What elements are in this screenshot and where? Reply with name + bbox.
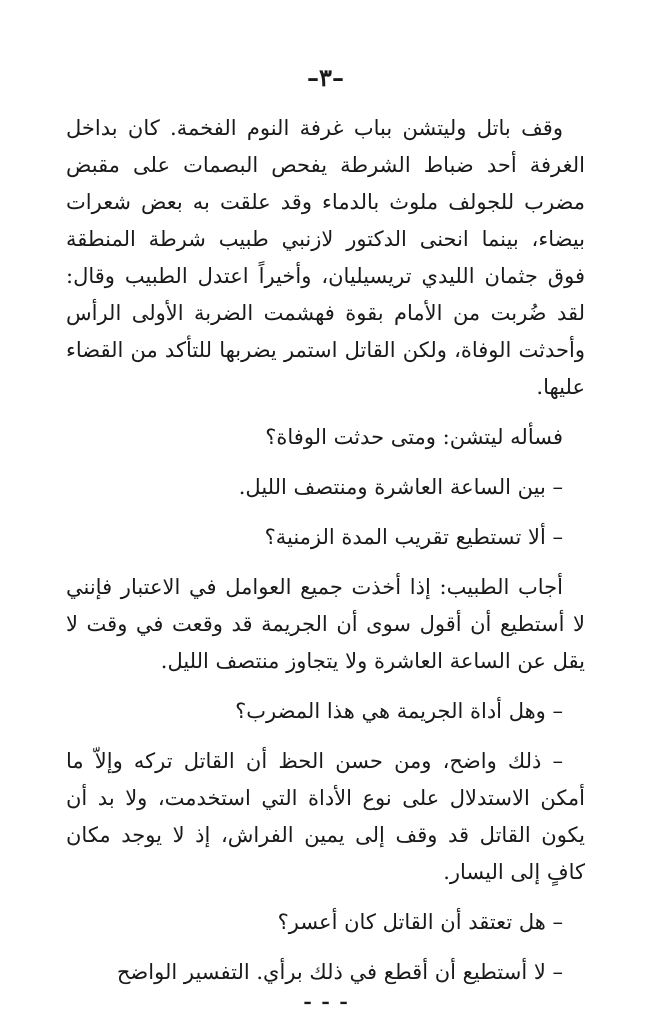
paragraph-9: – لا أستطيع أن أقطع في ذلك برأي. التفسير الواضح: [116, 960, 563, 984]
paragraph-8: – هل تعتقد أن القاتل كان أعسر؟: [277, 910, 563, 934]
paragraph-1: وقف باتل وليتشن بباب غرفة النوم الفخمة. كان بداخل الغرفة أحد ضباط الشرطة يفحص البصمات على مقبض مضرب للجولف ملوث بالدماء وقد علقت به بعض شعرات بيضاء، بينما انحنى الدكتور لازنبي طبيب شرطة المنطقة فوق جثمان الليدي تريسيليان، وأخيراً اعتدل الطبيب وقال: لقد ضُربت من الأمام بقوة فهشمت الضربة الأولى الرأس وأحدثت الوفاة، ولكن القاتل استمر يضربها للتأكد من القضاء عليها.: [66, 116, 585, 399]
paragraph-7: – ذلك واضح، ومن حسن الحظ أن القاتل تركه وإلاّ ما أمكن الاستدلال على نوع الأداة التي استخدمت، ولا بد أن يكون القاتل قد وقف إلى يمين الفراش، إذ لا يوجد مكان كافٍ إلى اليسار.: [66, 749, 585, 884]
page-cut-edge: ⁃ ⁃ ⁃: [302, 992, 349, 1012]
page-number: –٣–: [307, 63, 344, 92]
paragraph-3: – بين الساعة العاشرة ومنتصف الليل.: [238, 475, 563, 499]
paragraph-4: – ألا تستطيع تقريب المدة الزمنية؟: [264, 525, 563, 549]
paragraph-2: فسأله ليتشن: ومتى حدثت الوفاة؟: [265, 425, 563, 449]
paragraph-5: أجاب الطبيب: إذا أخذت جميع العوامل في الاعتبار فإنني لا أستطيع أن أقول سوى أن الجريمة قد وقعت في وقت لا يقل عن الساعة العاشرة ولا يتجاوز منتصف الليل.: [66, 575, 585, 673]
paragraph-6: – وهل أداة الجريمة هي هذا المضرب؟: [235, 699, 563, 723]
book-page: [66, 60, 585, 1012]
